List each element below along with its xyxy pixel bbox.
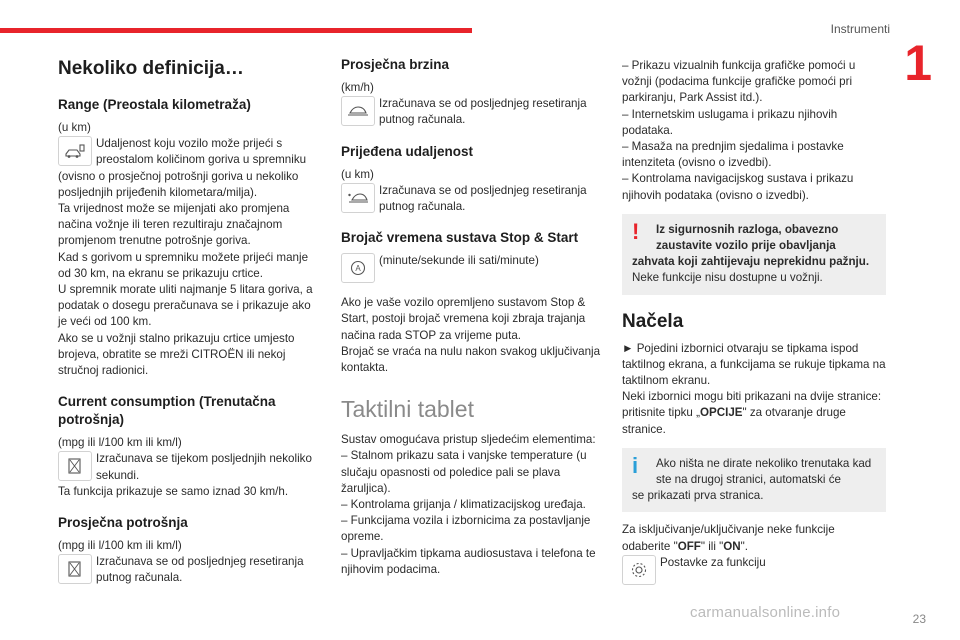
warning-icon: ! [632,218,640,244]
average-consumption-heading: Prosječna potrošnja [58,515,188,531]
principles-paragraph [622,341,886,438]
settings-gear-icon [622,555,656,585]
principles-heading: Načela [622,310,684,332]
warning-body: Neke funkcije nisu dostupne u vožnji. [632,271,823,285]
column-1 [58,50,320,587]
warning-box [622,214,886,295]
stop-start-icon-text: (minute/sekunde ili sati/minute) [379,254,539,268]
stop-start-icon [341,253,375,283]
info-icon: i [632,452,639,478]
off-label: OFF [677,539,701,553]
watermark: carmanualsonline.info [690,604,841,621]
options-key-label: OPCIJE [699,406,743,420]
on-label: ON [723,539,741,553]
average-speed-icon-row [341,96,603,128]
consumption-icon [58,451,92,481]
tablet-list-continued: – Prikazu vizualnih funkcija grafičke pomoći u vožnji (podacima funkcije grafičke pomoći pri parkiranju, Park Assist itd.). – Internetskim uslugama i prikazu njihovih podataka. – Masaža na prednjim sjedalima i postavke intenziteta (ovisno o izvedbi). – Kontrolama navigacijskog sustava i prikazu njihovih podataka (ovisno o izvedbi). [622,59,856,202]
range-icon-text: Udaljenost koju vozilo može prijeći s preostalom količinom goriva u spremniku [96,137,307,167]
section-title: Instrumenti [830,22,890,36]
toggle-mid: " ili " [700,539,724,553]
range-unit: (u km) [58,121,91,134]
principles-body-end: " za otvaranje druge stranice. [622,406,846,436]
distance-heading: Prijeđena udaljenost [341,143,474,159]
current-consumption-unit: (mpg ili l/100 km ili km/l) [58,436,182,450]
warning-bold-second: zahvata koji zahtijevaju neprekidnu pažnju. [632,255,870,269]
tablet-title: Taktilni tablet [341,396,474,423]
info-line-second: se prikazati prva stranica. [632,489,764,503]
toggle-end: ". [740,539,749,553]
chapter-number: 1 [904,35,932,91]
page-title: Nekoliko definicija… [58,58,244,79]
distance-icon-row [341,183,603,215]
column-3 [622,58,886,585]
distance-icon-text: Izračunava se od posljednjeg resetiranja putnog računala. [379,183,587,214]
range-icon-row [58,136,320,168]
info-line-first: Ako ništa ne dirate nekoliko trenutaka kad ste na drugoj stranici, automatski će [656,456,872,487]
stop-start-icon-row [341,253,603,283]
average-consumption-icon-row [58,554,320,586]
average-consumption-icon-text: Izračunava se od posljednjeg resetiranja putnog računala. [96,555,304,585]
svg-text:A: A [355,264,361,274]
range-body: (ovisno o prosječnoj potrošnji goriva u nekoliko posljednjih prijeđenih kilometara/milja). Ta vrijednost može se mijenjati ako promjena načina vožnje ili teren rezultiraju značajnom promjenom trenutne potrošnje goriva. Kad s gorivom u spremniku možete prijeći manje od 30 km, na ekranu se prikazuju crtice. U spremnik morate uliti najmanje 5 litara goriva, a podatak o dosegu preračunava se i prikazuje ako je veći od 100 km. Ako se u vožnji stalno prikazuju crtice umjesto brojeva, obratite se mreži CITROËN ili nekoj stručnoj radionici. [58,169,313,378]
consumption-icon [58,554,92,584]
tablet-body: Sustav omogućava pristup sljedećim elementima: – Stalnom prikazu sata i vanjske temperature (u slučaju opasnosti od poledice pali se plava žaruljica). – Kontrolama grijanja / klimatizacijskog uređaja. – Funkcijama vozila i izbornicima za postavljanje opreme. – Upravljačkim tipkama audiosustava i telefona te njihovim podacima. [341,433,596,576]
toggle-text: Za isključivanje/uključivanje neke funkcije odaberite " [622,523,835,553]
average-speed-unit: (km/h) [341,81,374,94]
current-consumption-heading: Current consumption (Trenutačna potrošnja) [58,394,276,428]
stop-start-heading: Brojač vremena sustava Stop & Start [341,230,579,246]
current-consumption-icon-row [58,451,320,483]
car-distance-icon [341,183,375,213]
page-number: 23 [912,612,926,626]
car-speed-icon [341,96,375,126]
average-speed-heading: Prosječna brzina [341,57,450,72]
distance-unit: (u km) [341,167,374,181]
current-consumption-icon-text: Izračunava se tijekom posljednjih nekoliko sekundi. [96,452,312,482]
warning-bold-first: Iz sigurnosnih razloga, obavezno zaustavite vozilo prije obavljanja [656,222,839,253]
current-consumption-body: Ta funkcija prikazuje se samo iznad 30 km/h. [58,484,289,498]
top-red-bar [0,28,472,33]
settings-icon-row [622,555,886,585]
toggle-paragraph [622,522,886,554]
average-speed-icon-text: Izračunava se od posljednjeg resetiranja putnog računala. [379,97,587,127]
column-2 [341,50,603,578]
info-box [622,448,886,513]
stop-start-body: Ako je vaše vozilo opremljeno sustavom Stop & Start, postoji brojač vremena koji zbraja trajanja načina rada STOP za vrijeme puta. Brojač se vraća na nulu nakon svakog uključivanja kontakta. [341,296,601,375]
settings-icon-text: Postavke za funkciju [660,555,766,569]
average-consumption-unit: (mpg ili l/100 km ili km/l) [58,539,182,553]
principles-body: ► Pojedini izbornici otvaraju se tipkama ispod taktilnog ekrana, a funkcijama se rukuje tipkama na taktilnom ekranu. Neki izbornici mogu biti prikazani na dvije stranice: pritisnite tipku „ [622,341,886,420]
fuel-pump-car-icon [58,136,92,166]
range-heading: Range (Preostala kilometraža) [58,97,251,112]
